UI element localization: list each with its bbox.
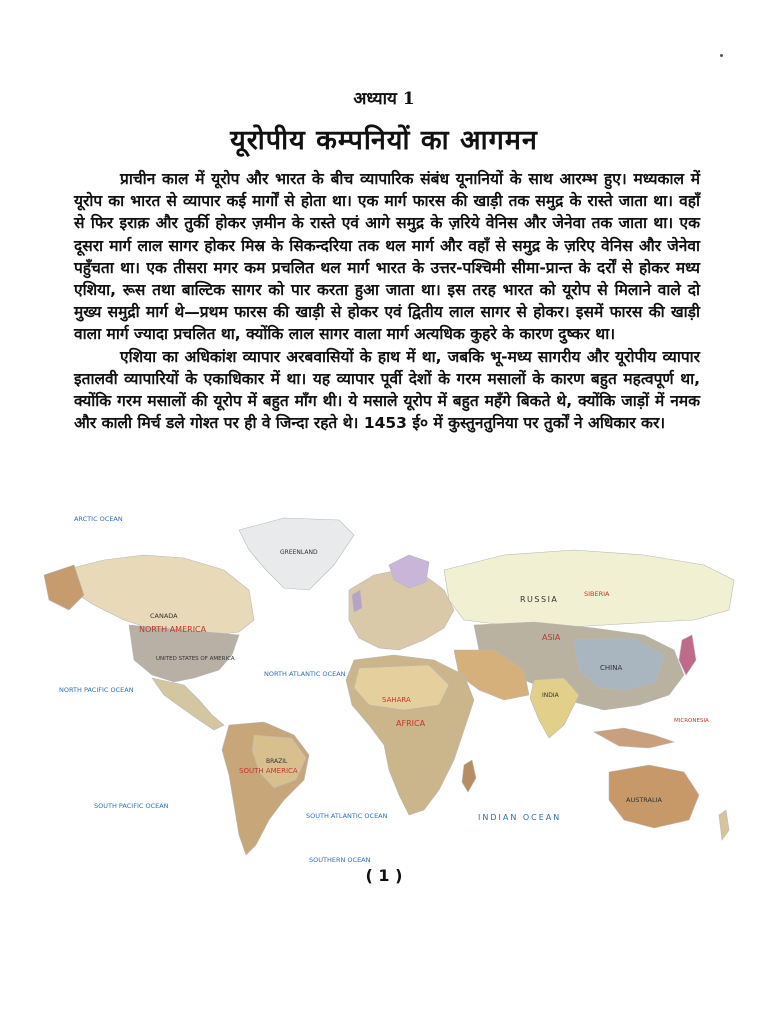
indonesia-shape (594, 728, 674, 748)
country-label: CHINA (600, 664, 623, 672)
russia-shape (444, 550, 734, 628)
country-label: BRAZIL (266, 758, 288, 765)
world-map-graphic (34, 510, 736, 874)
country-label: SIBERIA (584, 590, 610, 598)
ocean-label: SOUTH PACIFIC OCEAN (94, 802, 169, 810)
continent-label: SAHARA (382, 696, 411, 704)
paragraph: एशिया का अधिकांश व्यापार अरबवासियों के हाथ में था, जबकि भू-मध्य सागरीय और यूरोपीय व्यापार इतालवी व्यापारियों के एकाधिकार में था। यह व्यापार पूर्वी देशों के गरम मसालों के कारण बहुत महत्वपूर्ण था, क्योंकि गरम मसालों की यूरोप में बहुत माँग थी। ये मसाले यूरोप में बहुत महँगे बिकते थे, क्योंकि जाड़ों में नमक और काली मिर्च डले गोश्त पर ही वे जिन्दा रहते थे। 1453 ई० में कुस्तुनतुनिया पर तुर्कों ने अधिकार कर। (74, 347, 700, 433)
ocean-label: ARCTIC OCEAN (74, 515, 123, 523)
paragraph: प्राचीन काल में यूरोप और भारत के बीच व्यापारिक संबंध यूनानियों के साथ आरम्भ हुए। मध्यकाल में यूरोप का भारत से व्यापार कई मार्गों से होता था। एक मार्ग फारस की खाड़ी तक समुद्र के रास्ते जाता था। वहाँ से फिर इराक़ और तुर्की होकर ज़मीन के रास्ते एवं आगे समुद्र के ज़रिये वेनिस और जेनेवा तक जाता था। एक दूसरा मार्ग लाल सागर होकर मिस्र के सिकन्दरिया तक थल मार्ग और वहाँ से समुद्र के ज़रिए वेनिस और जेनेवा पहुँचता था। एक तीसरा मगर कम प्रचलित थल मार्ग भारत के उत्तर-पश्चिमी सीमा-प्रान्त के दर्रों से होकर मध्य एशिया, रूस तथा बाल्टिक सागर को पार करता हुआ जाता था। इस तरह भारत को यूरोप से मिलाने वाले दो मुख्य समुद्री मार्ग थे—प्रथम फारस की खाड़ी से होकर एवं द्वितीय लाल सागर से होकर। इसमें फारस की खाड़ी वाला मार्ग ज्यादा प्रचलित था, क्योंकि लाल सागर वाला मार्ग अत्यधिक कुहरे के कारण दुष्कर था। (74, 170, 700, 344)
country-label: CANADA (150, 612, 178, 620)
body-text (74, 168, 700, 434)
canada-shape (64, 555, 254, 635)
ocean-label: NORTH ATLANTIC OCEAN (264, 670, 346, 678)
ocean-label: NORTH PACIFIC OCEAN (59, 686, 134, 694)
page-title: यूरोपीय कम्पनियों का आगमन (230, 125, 538, 156)
continent-label: AUSTRALIA (626, 796, 662, 804)
country-label: UNITED STATES OF AMERICA (156, 656, 235, 662)
mexico-shape (152, 678, 224, 730)
country-label: RUSSIA (520, 595, 559, 604)
country-label: INDIA (542, 692, 559, 699)
chapter-heading: अध्याय 1 (353, 89, 415, 109)
print-speck (720, 54, 723, 57)
ocean-label: SOUTH ATLANTIC OCEAN (306, 812, 388, 820)
ocean-label: SOUTHERN OCEAN (309, 856, 371, 864)
country-label: MICRONESIA (674, 718, 709, 724)
page-number: ( 1 ) (365, 866, 403, 885)
madagascar-shape (462, 760, 476, 792)
india-shape (530, 678, 579, 738)
continent-label: SOUTH AMERICA (239, 767, 298, 775)
world-map (34, 510, 736, 874)
ocean-label: INDIAN OCEAN (478, 813, 562, 822)
new-zealand-shape (719, 810, 729, 840)
continent-label: NORTH AMERICA (139, 625, 207, 634)
country-label: GREENLAND (280, 549, 318, 556)
continent-label: ASIA (542, 633, 561, 642)
continent-label: AFRICA (396, 719, 426, 728)
